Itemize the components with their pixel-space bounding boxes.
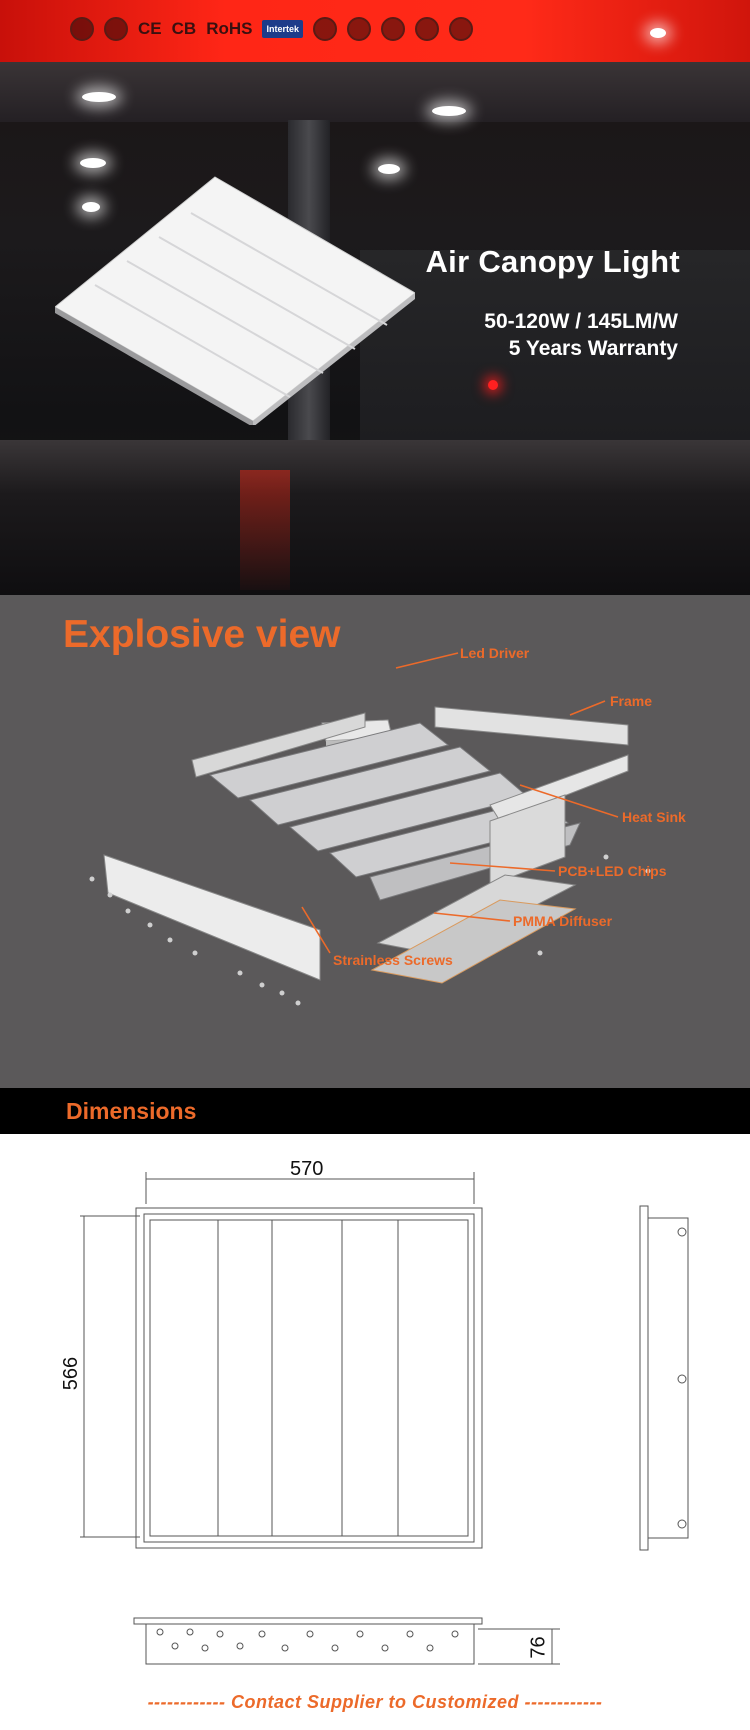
ceiling-lamp xyxy=(432,106,466,116)
hero-banner xyxy=(0,0,750,595)
dimensions-header xyxy=(0,1088,750,1134)
certification-triangle-icon xyxy=(70,17,94,41)
contact-supplier-banner: ------------ Contact Supplier to Customized ------------ xyxy=(147,1692,603,1712)
ce-mark: CE xyxy=(138,19,162,38)
ground-reflection xyxy=(240,470,290,590)
cb-mark: CB xyxy=(171,19,197,38)
height-dimension: 566 xyxy=(60,1356,83,1391)
saa-icon xyxy=(313,17,337,41)
wet-ground xyxy=(0,440,750,595)
ccc-icon xyxy=(381,17,405,41)
check-mark-icon xyxy=(347,17,371,41)
warranty-spec: 5 Years Warranty xyxy=(508,337,678,360)
intertek-mark: Intertek xyxy=(262,20,303,38)
product-title: Air Canopy Light xyxy=(425,244,680,279)
technical-drawing xyxy=(0,1134,750,1730)
exploded-diagram xyxy=(0,595,750,1088)
certification-logo-icon xyxy=(104,17,128,41)
label-heat-sink: Heat Sink xyxy=(622,809,686,825)
canopy-ceiling xyxy=(0,62,750,122)
label-stainless-screws: Strainless Screws xyxy=(333,952,453,968)
ceiling-lamp xyxy=(82,92,116,102)
label-pmma-diffuser: PMMA Diffuser xyxy=(513,913,613,929)
canopy-light-product-image xyxy=(55,175,415,425)
section-title: Explosive view xyxy=(63,613,341,656)
traffic-light xyxy=(488,380,498,390)
label-pcb-led-chips: PCB+LED Chips xyxy=(558,863,667,879)
depth-dimension: 76 xyxy=(527,1636,550,1659)
section-title: Dimensions xyxy=(66,1098,197,1124)
ceiling-lamp xyxy=(378,164,400,174)
certification-row xyxy=(70,14,500,44)
width-dimension: 570 xyxy=(290,1158,324,1180)
power-efficiency-spec: 50-120W / 145LM/W xyxy=(484,310,678,333)
seal-icon xyxy=(415,17,439,41)
explosive-view-section xyxy=(0,595,750,1088)
rohs-mark: RoHS xyxy=(206,19,253,38)
ceiling-lamp xyxy=(80,158,106,168)
tag-icon xyxy=(449,17,473,41)
street-lamp xyxy=(650,28,666,38)
dimensions-drawing xyxy=(0,1134,750,1730)
label-frame: Frame xyxy=(610,693,653,709)
label-led-driver: Led Driver xyxy=(460,645,530,661)
